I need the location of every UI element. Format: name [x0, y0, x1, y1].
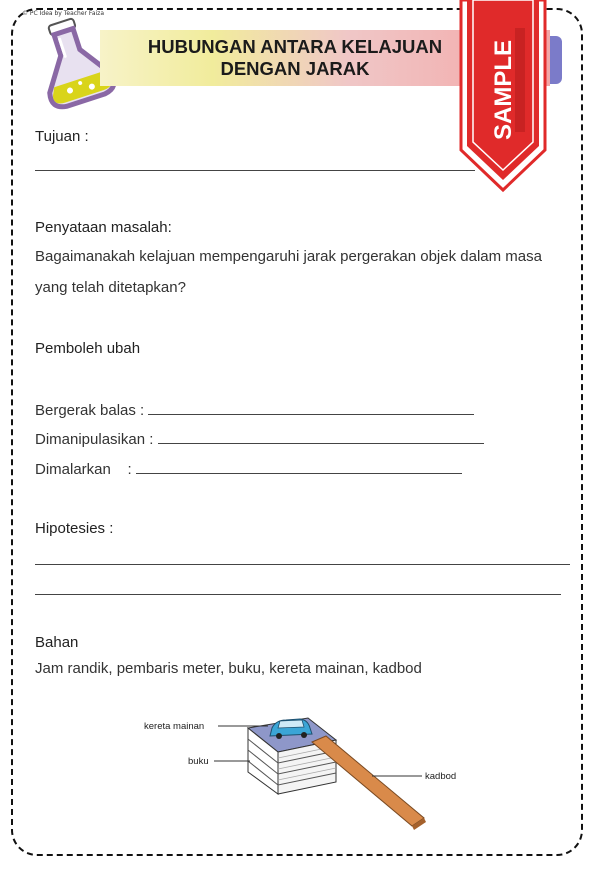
- label-kadbod: kadbod: [425, 771, 457, 782]
- masalah-text-line1: Bagaimanakah kelajuan mempengaruhi jarak pergerakan objek dalam masa: [35, 248, 542, 265]
- dimanipulasi-row: [35, 424, 484, 455]
- label-buku: buku: [188, 756, 209, 767]
- bergerak-balas-row: [35, 395, 474, 426]
- ramp-diagram: [140, 700, 470, 840]
- dimalarkan-label: Dimalarkan :: [35, 461, 132, 478]
- dimalarkan-row: [35, 454, 462, 485]
- hipotesis-answer-line-2[interactable]: [35, 594, 561, 595]
- sample-watermark-text: SAMPLE: [490, 39, 517, 140]
- bergerak-balas-answer-line[interactable]: [148, 400, 474, 415]
- page-title-line1: HUBUNGAN ANTARA KELAJUAN: [147, 36, 443, 57]
- page-title-line2: DENGAN JARAK: [220, 58, 370, 79]
- masalah-text: [35, 241, 542, 303]
- bahan-text: Jam randik, pembaris meter, buku, kereta mainan, kadbod: [35, 660, 422, 677]
- masalah-text-line2: yang telah ditetapkan?: [35, 279, 186, 296]
- dimalarkan-answer-line[interactable]: [136, 459, 462, 474]
- masalah-label: Penyataan masalah:: [35, 219, 172, 236]
- bergerak-balas-label: Bergerak balas :: [35, 402, 145, 419]
- credit-text: © PC Idea by Teacher Faiza: [22, 10, 104, 17]
- dimanipulasi-label: Dimanipulasikan :: [35, 431, 154, 448]
- hipotesis-answer-line-1[interactable]: [35, 564, 570, 565]
- hipotesis-label: Hipotesies :: [35, 520, 114, 537]
- page-title: [100, 36, 490, 80]
- dimanipulasi-answer-line[interactable]: [158, 429, 484, 444]
- tujuan-answer-line[interactable]: [35, 170, 475, 171]
- pemboleh-ubah-label: Pemboleh ubah: [35, 340, 141, 357]
- bahan-label: Bahan: [35, 634, 79, 651]
- tujuan-label: Tujuan :: [35, 128, 89, 145]
- label-kereta-mainan: kereta mainan: [144, 721, 205, 732]
